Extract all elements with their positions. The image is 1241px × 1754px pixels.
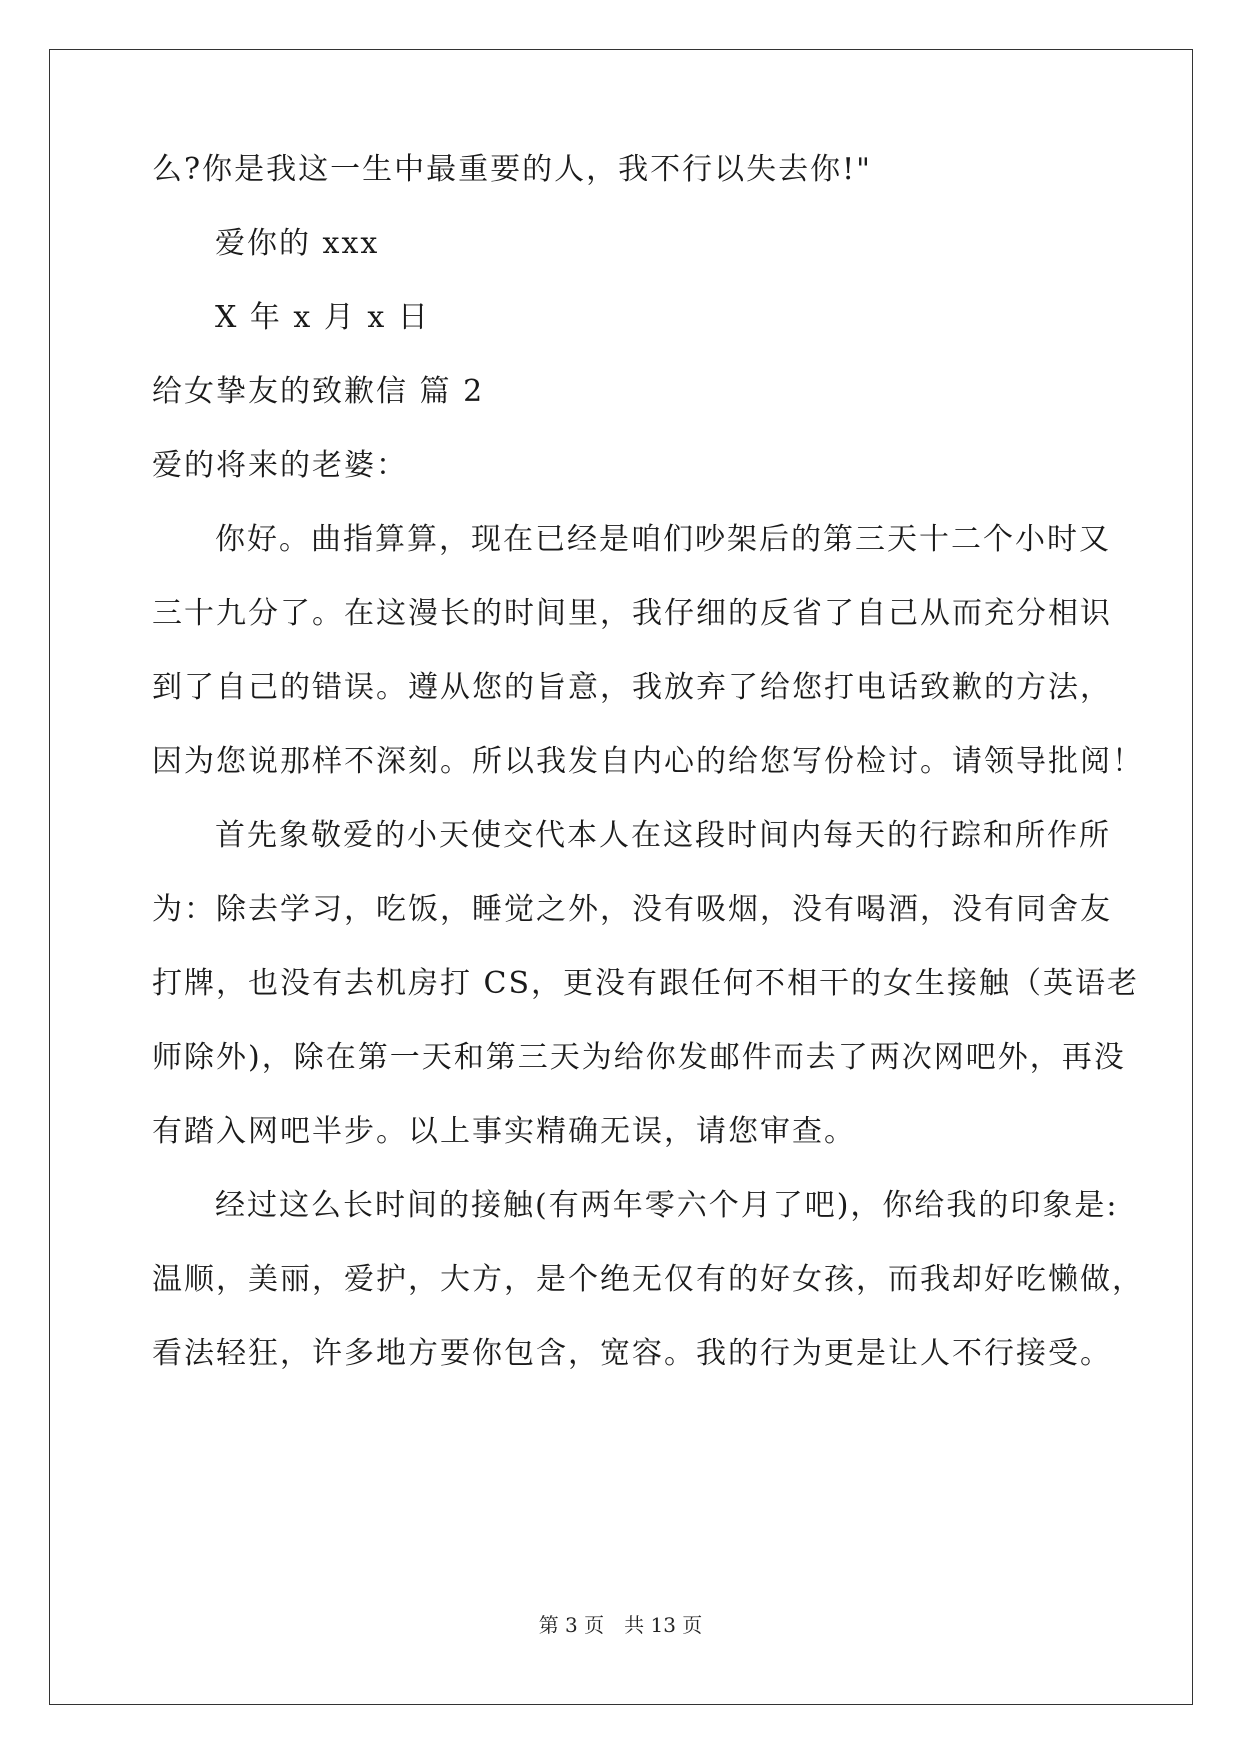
section-heading: 给女挚友的致歉信 篇 2 (152, 374, 485, 409)
paragraph-line: 看法轻狂，许多地方要你包含，宽容。我的行为更是让人不行接受。 (152, 1336, 1112, 1371)
paragraph-line: 师除外)，除在第一天和第三天为给你发邮件而去了两次网吧外，再没 (152, 1040, 1126, 1075)
paragraph-line: 你好。曲指算算，现在已经是咱们吵架后的第三天十二个小时又 (215, 522, 1111, 557)
text-line: 么?你是我这一生中最重要的人，我不行以失去你!" (152, 152, 872, 187)
paragraph-line: 经过这么长时间的接触(有两年零六个月了吧)，你给我的印象是: (215, 1188, 1119, 1223)
paragraph-line: 因为您说那样不深刻。所以我发自内心的给您写份检讨。请领导批阅！ (152, 744, 1144, 779)
paragraph-line: 三十九分了。在这漫长的时间里，我仔细的反省了自己从而充分相识 (152, 596, 1112, 631)
paragraph-line: 首先象敬爱的小天使交代本人在这段时间内每天的行踪和所作所 (215, 818, 1111, 853)
salutation-line: 爱的将来的老婆： (152, 448, 408, 483)
paragraph-line: 为：除去学习，吃饭，睡觉之外，没有吸烟，没有喝酒，没有同舍友 (152, 892, 1112, 927)
signature-line: 爱你的 xxx (215, 226, 380, 261)
paragraph-line: 打牌，也没有去机房打 CS，更没有跟任何不相干的女生接触（英语老 (152, 966, 1140, 1001)
paragraph-line: 有踏入网吧半步。以上事实精确无误，请您审查。 (152, 1114, 856, 1149)
date-line: X 年 x 月 x 日 (215, 300, 430, 335)
page-number-footer: 第 3 页 共 13 页 (538, 1613, 703, 1637)
paragraph-line: 温顺，美丽，爱护，大方，是个绝无仅有的好女孩，而我却好吃懒做， (152, 1262, 1144, 1297)
paragraph-line: 到了自己的错误。遵从您的旨意，我放弃了给您打电话致歉的方法， (152, 670, 1112, 705)
